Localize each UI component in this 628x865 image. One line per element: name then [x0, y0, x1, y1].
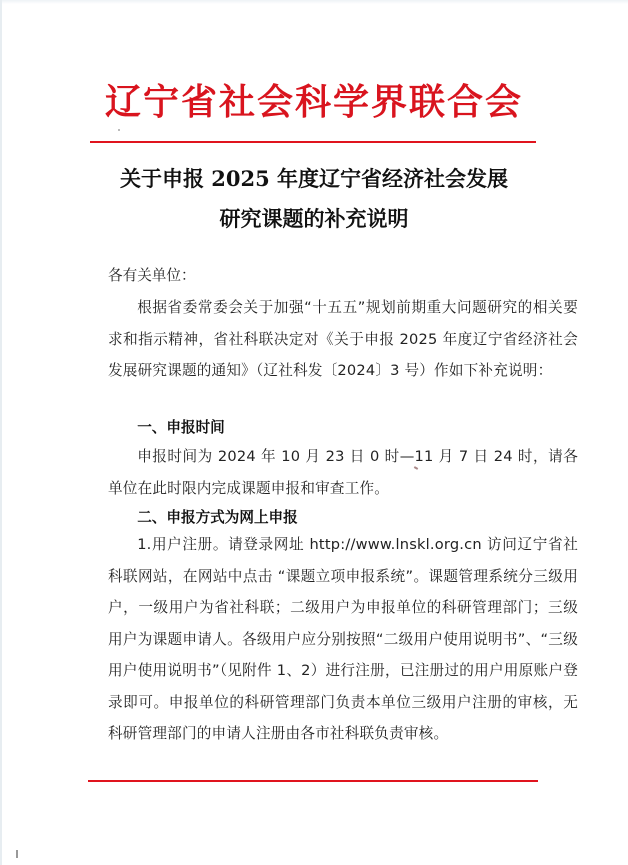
letterhead-red-rule — [90, 141, 536, 143]
footer-red-rule — [88, 780, 538, 782]
scan-mark — [16, 850, 18, 858]
section-1-paragraph: 申报时间为 2024 年 10 月 23 日 0 时—11 月 7 日 24 时，请各单位在此时限内完成课题申报和审查工作。 — [108, 448, 578, 497]
section-1-heading: 一、申报时间 — [137, 419, 225, 436]
letterhead-org-name: 辽宁省社会科学界联合会 — [104, 81, 523, 123]
document-title-line-1: 关于申报 2025 年度辽宁省经济社会发展 — [119, 166, 509, 191]
scan-edge-top — [0, 0, 628, 4]
scan-edge-left — [0, 0, 2, 865]
salutation: 各有关单位： — [108, 267, 196, 284]
scan-speck — [118, 129, 120, 131]
document-title-line-2: 研究课题的补充说明 — [219, 206, 409, 231]
intro-paragraph: 根据省委常委会关于加强“十五五”规划前期重大问题研究的相关要求和指示精神，省社科联决定对《关于申报 2025 年度辽宁省经济社会发展研究课题的通知》（辽社科发〔2024〕3 号）作如下补充说明： — [108, 299, 578, 379]
section-2-paragraph: 1.用户注册。请登录网址 http://www.lnskl.org.cn 访问辽宁省社科联网站，在网站中点击 “课题立项申报系统”。课题管理系统分三级用户，一级用户为省社科联；二级用户为申报单位的科研管理部门；三级用户为课题申请人。各级用户应分别按照“二级用户使用说明书”、“三级用户使用说明书”（见附件 1、2）进行注册，已注册过的用户用原账户登录即可。申报单位的科研管理部门负责本单位三级用户注册的审核，无科研管理部门的申请人注册由各市社科联负责审核。 — [108, 536, 578, 742]
section-2-heading: 二、申报方式为网上申报 — [137, 509, 298, 526]
